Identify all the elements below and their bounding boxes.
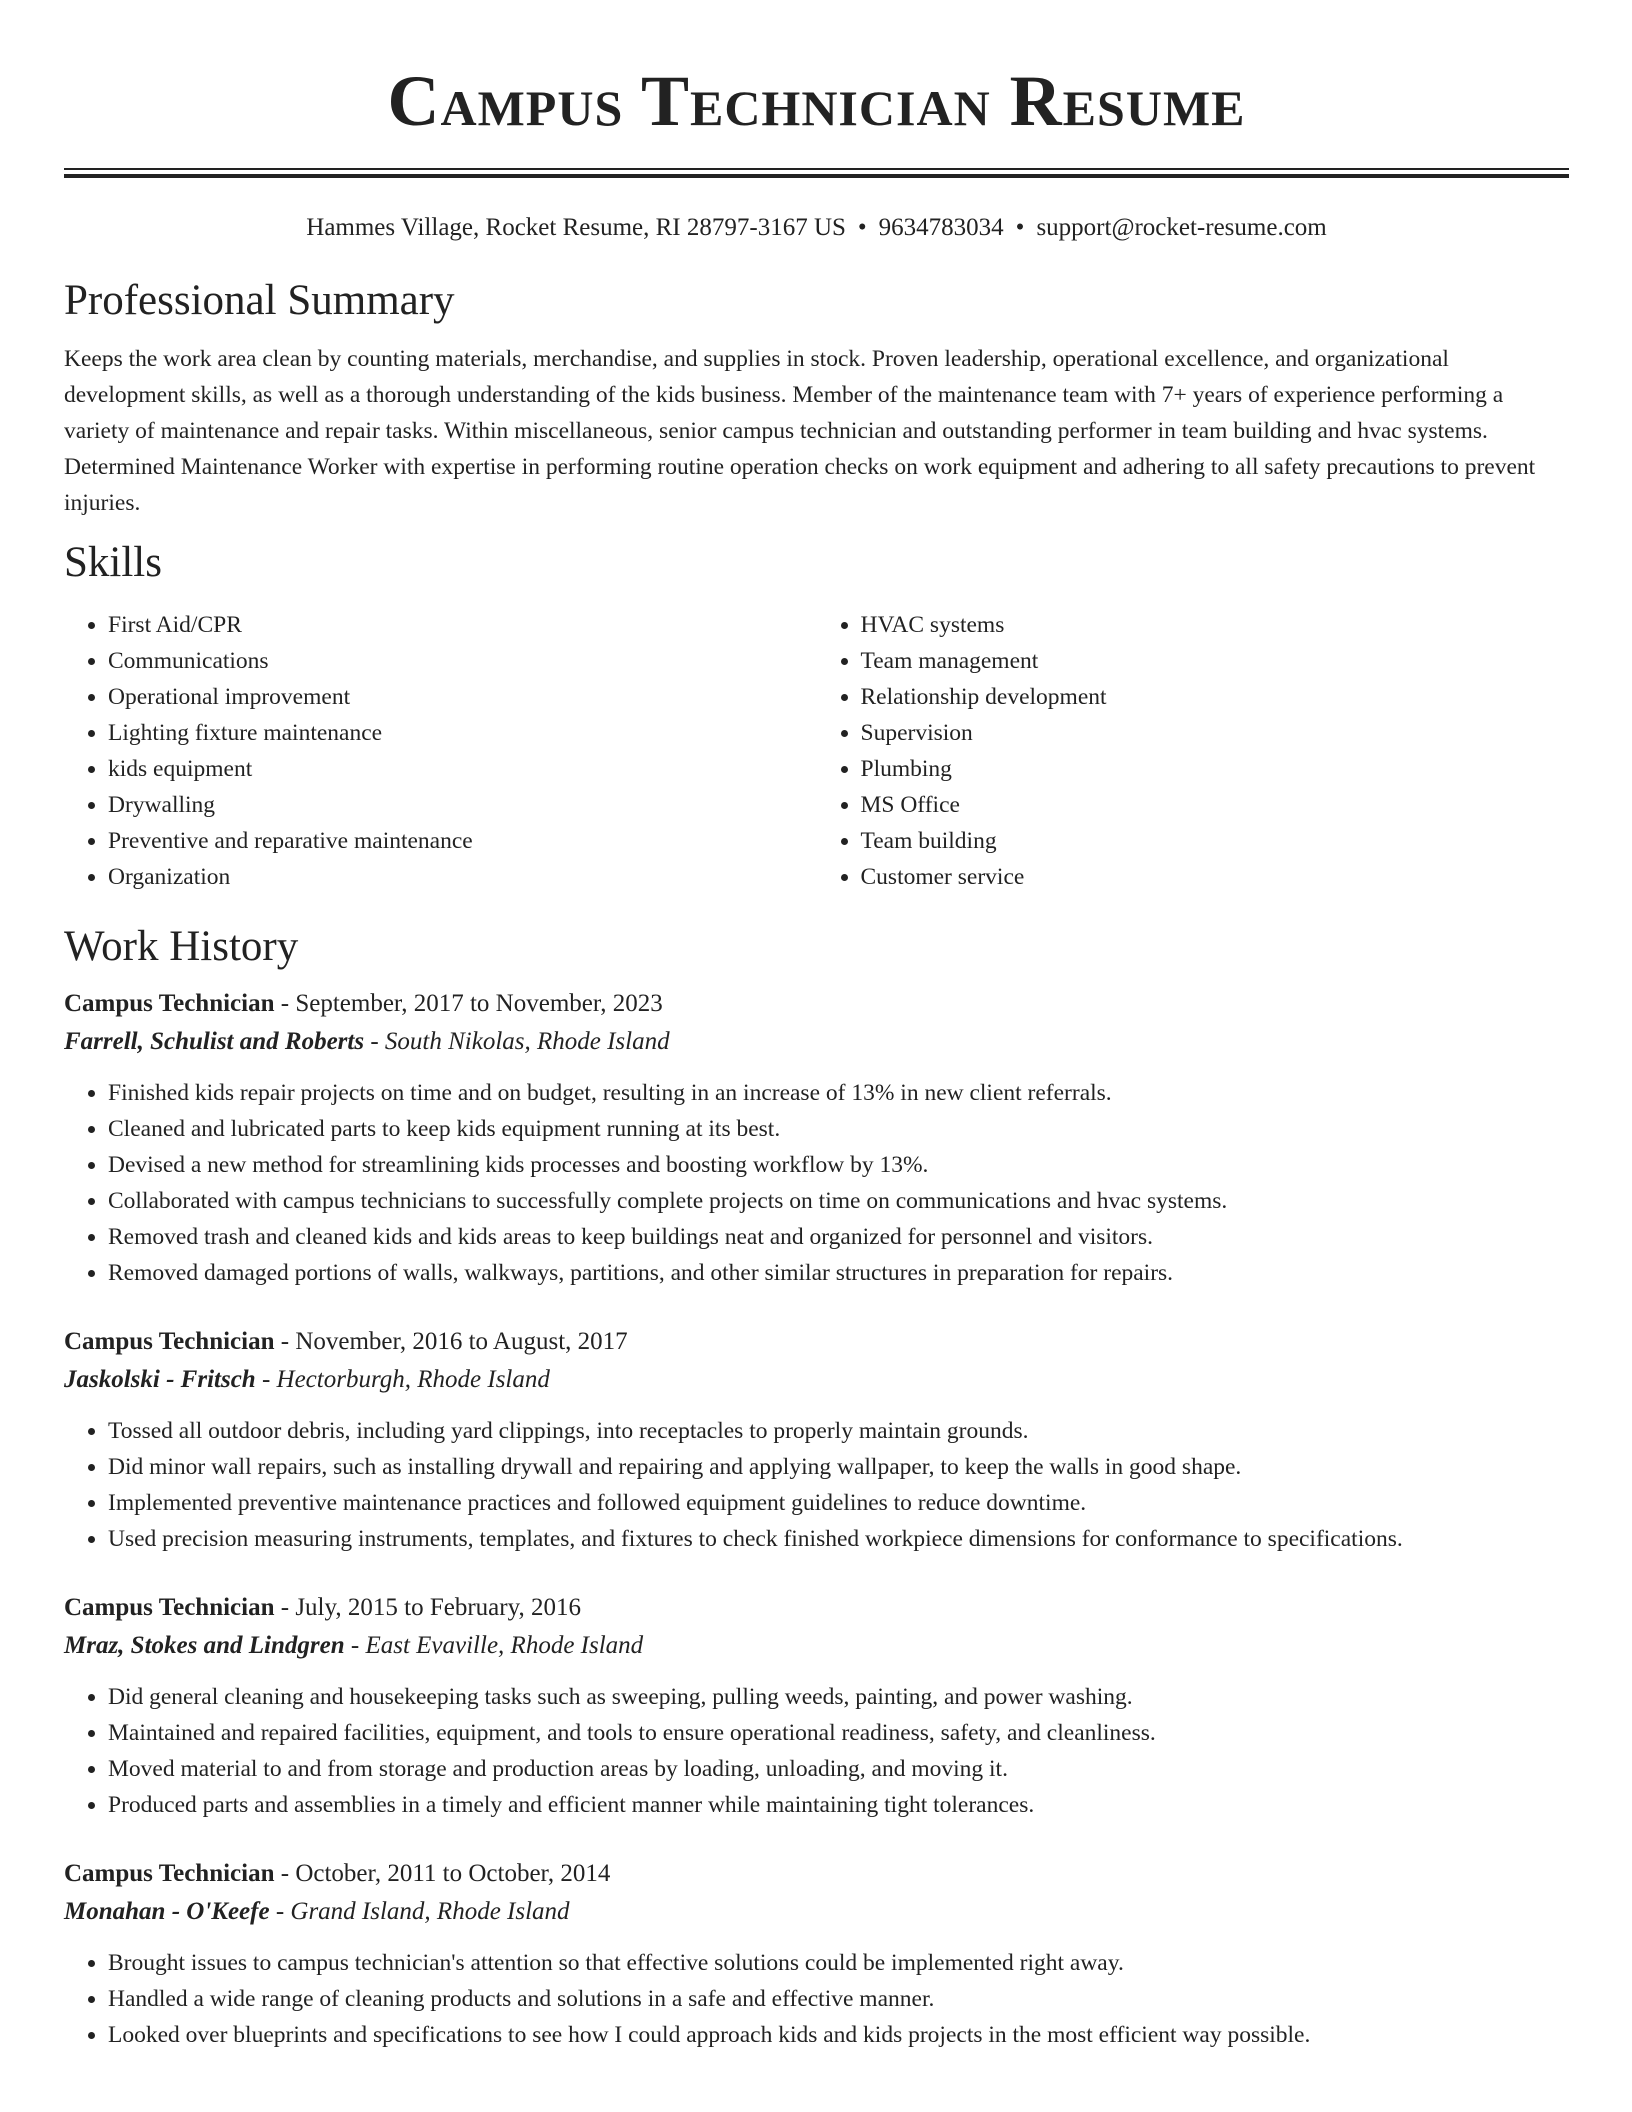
summary-heading: Professional Summary — [64, 277, 455, 324]
job-bullet: • Produced parts and assemblies in a timely and efficient manner while maintaining tight tolerances. — [108, 1787, 1569, 1823]
job-bullet: • Did minor wall repairs, such as installing drywall and repairing and applying wallpaper, to keep the walls in good shape. — [108, 1449, 1569, 1485]
company-location: - Grand Island, Rhode Island — [269, 1898, 570, 1925]
job-entry — [64, 1855, 1569, 2053]
job-dates: - July, 2015 to February, 2016 — [274, 1594, 581, 1621]
skills-list-left — [64, 607, 817, 895]
job-bullet: • Collaborated with campus technicians to successfully complete projects on time on communications and hvac systems. — [108, 1183, 1569, 1219]
job-bullet: • Did general cleaning and housekeeping tasks such as sweeping, pulling weeds, painting, and power washing. — [108, 1679, 1569, 1715]
resume-title: Campus Technician Resume — [387, 61, 1246, 141]
skill-item: • Customer service — [861, 859, 1570, 895]
company-name: Jaskolski - Fritsch — [64, 1366, 256, 1393]
job-bullets — [64, 1075, 1569, 1291]
job-title: Campus Technician — [64, 1860, 275, 1887]
job-title-line — [64, 1855, 1569, 1893]
company-name: Farrell, Schulist and Roberts — [64, 1028, 365, 1055]
job-bullet: • Used precision measuring instruments, templates, and fixtures to check finished workpiece dimensions for conformance to specifications. — [108, 1521, 1569, 1557]
contact-separator: • — [1015, 214, 1025, 241]
resume-page — [64, 0, 1569, 2053]
company-location: - Hectorburgh, Rhode Island — [255, 1366, 550, 1393]
job-bullets — [64, 1679, 1569, 1823]
skill-item: • MS Office — [861, 787, 1570, 823]
skill-item: • HVAC systems — [861, 607, 1570, 643]
job-title: Campus Technician — [64, 990, 275, 1017]
job-bullet: • Tossed all outdoor debris, including yard clippings, into receptacles to properly maintain grounds. — [108, 1413, 1569, 1449]
summary-text: Keeps the work area clean by counting materials, merchandise, and supplies in stock. Proven leadership, operational excellence, and organizational development skills, as well as a thorough understanding of the kids business. Member of the maintenance team with 7+ years of experience performing a variety of maintenance and repair tasks. Within miscellaneous, senior campus technician and outstanding performer in team building and hvac systems. Determined Maintenance Worker with expertise in performing routine operation checks on work equipment and adhering to all safety precautions to prevent injuries. — [64, 346, 1536, 516]
job-bullet: • Cleaned and lubricated parts to keep kids equipment running at its best. — [108, 1111, 1569, 1147]
job-bullets — [64, 1945, 1569, 2053]
job-bullet: • Maintained and repaired facilities, equipment, and tools to ensure operational readiness, safety, and cleanliness. — [108, 1715, 1569, 1751]
job-dates: - September, 2017 to November, 2023 — [274, 990, 663, 1017]
skill-item: • Communications — [108, 643, 817, 679]
skill-item: • Lighting fixture maintenance — [108, 715, 817, 751]
job-entry — [64, 1323, 1569, 1557]
contact-address: Hammes Village, Rocket Resume, RI 28797-3167 US — [306, 214, 846, 241]
job-dates: - November, 2016 to August, 2017 — [274, 1328, 628, 1355]
job-bullet: • Removed trash and cleaned kids and kids areas to keep buildings neat and organized for personnel and visitors. — [108, 1219, 1569, 1255]
job-title-line — [64, 985, 1569, 1023]
contact-separator: • — [857, 214, 867, 241]
company-name: Monahan - O'Keefe — [64, 1898, 270, 1925]
contact-email[interactable]: support@rocket-resume.com — [1036, 214, 1327, 241]
job-bullet: • Devised a new method for streamlining kids processes and boosting workflow by 13%. — [108, 1147, 1569, 1183]
company-line — [64, 1627, 1569, 1665]
job-bullet: • Moved material to and from storage and production areas by loading, unloading, and moving it. — [108, 1751, 1569, 1787]
job-bullets — [64, 1413, 1569, 1557]
job-entry — [64, 985, 1569, 1291]
job-title-line — [64, 1589, 1569, 1627]
job-entry — [64, 1589, 1569, 1823]
skill-item: • Team management — [861, 643, 1570, 679]
contact-phone: 9634783034 — [878, 214, 1004, 241]
company-line — [64, 1023, 1569, 1061]
skill-item: • Operational improvement — [108, 679, 817, 715]
skills-columns — [64, 607, 1569, 895]
job-dates: - October, 2011 to October, 2014 — [274, 1860, 611, 1887]
job-title: Campus Technician — [64, 1594, 275, 1621]
job-bullet: • Brought issues to campus technician's attention so that effective solutions could be implemented right away. — [108, 1945, 1569, 1981]
company-location: - South Nikolas, Rhode Island — [364, 1028, 670, 1055]
company-line — [64, 1361, 1569, 1399]
skill-item: • Team building — [861, 823, 1570, 859]
job-bullet: • Handled a wide range of cleaning products and solutions in a safe and effective manner. — [108, 1981, 1569, 2017]
skill-item: • Supervision — [861, 715, 1570, 751]
skill-item: • First Aid/CPR — [108, 607, 817, 643]
skill-item: • kids equipment — [108, 751, 817, 787]
skill-item: • Preventive and reparative maintenance — [108, 823, 817, 859]
skills-heading: Skills — [64, 539, 162, 586]
contact-line — [64, 211, 1569, 245]
job-bullet: • Implemented preventive maintenance practices and followed equipment guidelines to reduce downtime. — [108, 1485, 1569, 1521]
company-location: - East Evaville, Rhode Island — [344, 1632, 644, 1659]
skill-item: • Drywalling — [108, 787, 817, 823]
job-bullet: • Finished kids repair projects on time and on budget, resulting in an increase of 13% in new client referrals. — [108, 1075, 1569, 1111]
work-history-heading: Work History — [64, 923, 299, 970]
skill-item: • Relationship development — [861, 679, 1570, 715]
job-bullet: • Removed damaged portions of walls, walkways, partitions, and other similar structures in preparation for repairs. — [108, 1255, 1569, 1291]
job-bullet: • Looked over blueprints and specifications to see how I could approach kids and kids projects in the most efficient way possible. — [108, 2017, 1569, 2053]
company-name: Mraz, Stokes and Lindgren — [64, 1632, 345, 1659]
company-line — [64, 1893, 1569, 1931]
title-divider — [64, 168, 1569, 178]
job-title: Campus Technician — [64, 1328, 275, 1355]
skill-item: • Organization — [108, 859, 817, 895]
skills-list-right — [817, 607, 1570, 895]
job-title-line — [64, 1323, 1569, 1361]
skill-item: • Plumbing — [861, 751, 1570, 787]
